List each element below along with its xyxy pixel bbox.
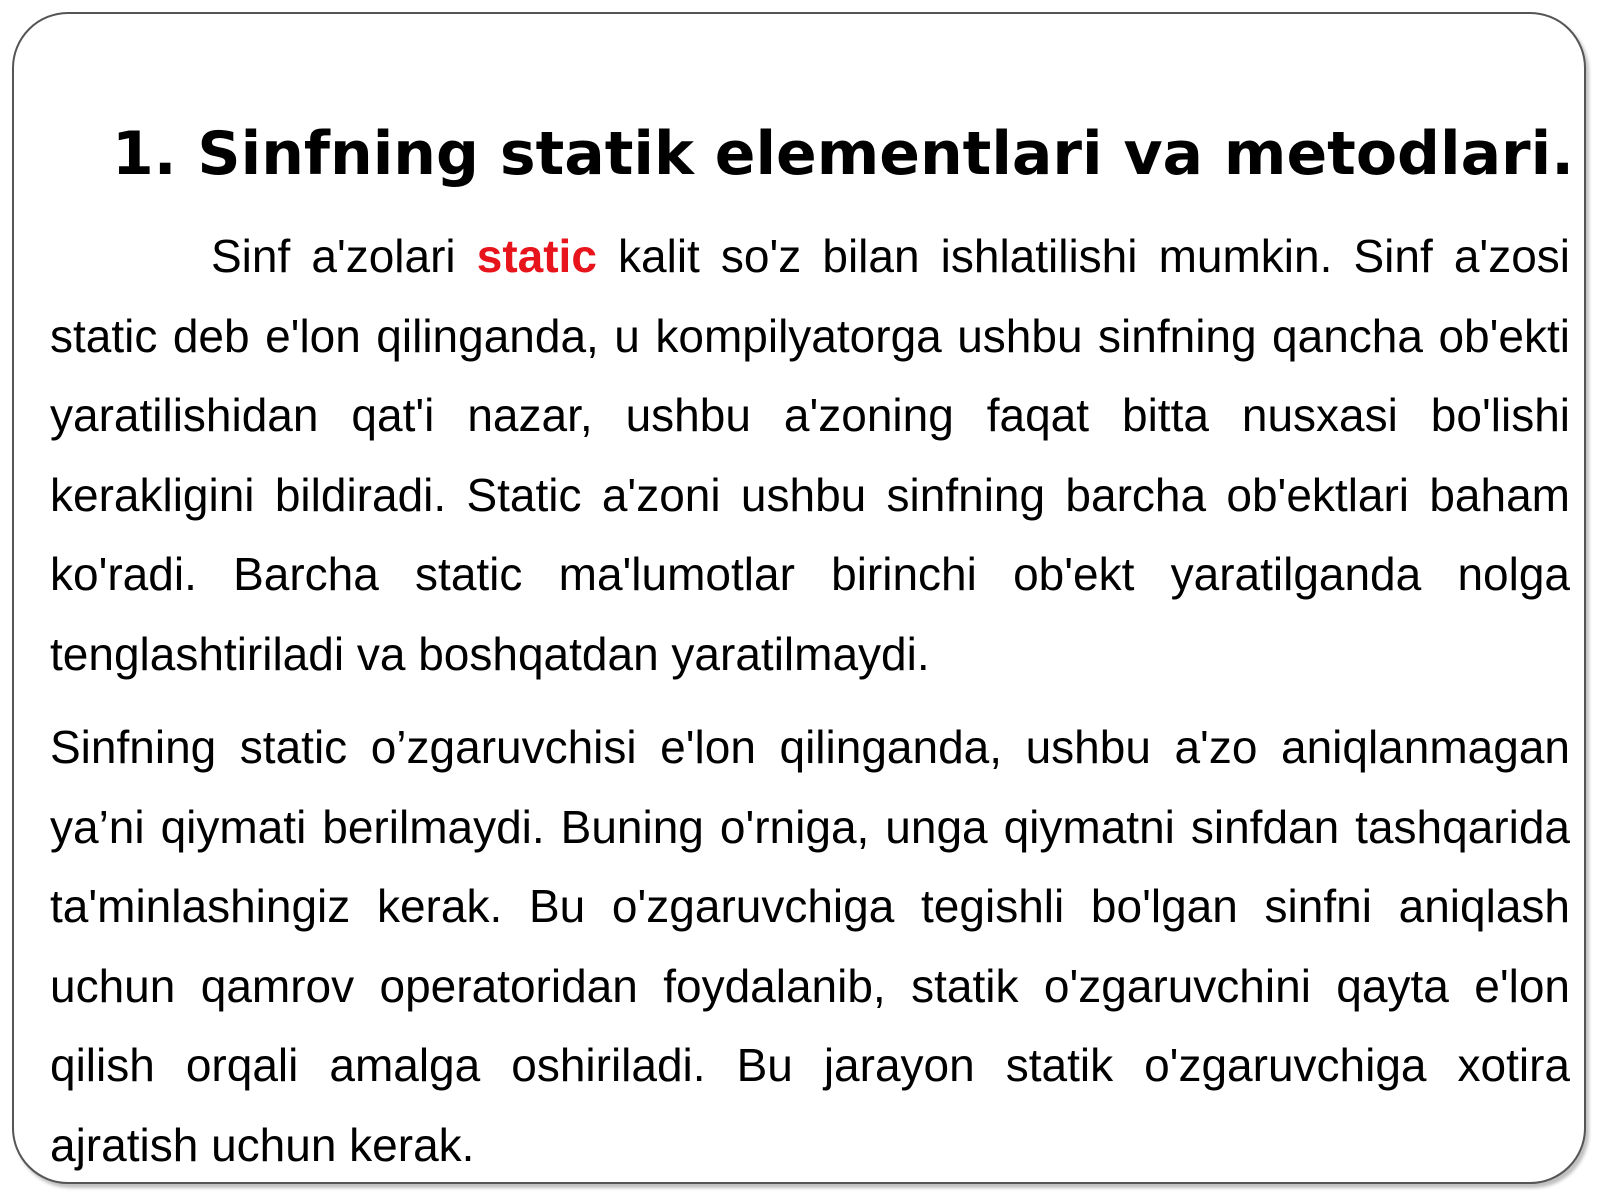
paragraph-1-intro: Sinf a'zolari <box>211 230 477 282</box>
slide <box>12 12 1586 1184</box>
paragraph-1 <box>50 217 1570 694</box>
paragraph-1-rest: kalit so'z bilan ishlatilishi mumkin. Sinf a'zosi static deb e'lon qilinganda, u kompilyatorga ushbu sinfning qancha ob'ekti yaratilishidan qat'i nazar, ushbu a'zoning faqat bitta nusxasi bo'lishi kerakligini bildiradi. Static a'zoni ushbu sinfning barcha ob'ektlari baham ko'radi. Barcha static ma'lumotlar birinchi ob'ekt yaratilganda nolga tenglashtiriladi va boshqatdan yaratilmaydi. <box>50 230 1570 680</box>
static-keyword: static <box>476 230 597 282</box>
paragraph-2: Sinfning static o’zgaruvchisi e'lon qilinganda, ushbu a'zo aniqlanmagan ya’ni qiymati berilmaydi. Buning o'rniga, unga qiymatni sinfdan tashqarida ta'minlashingiz kerak. Bu o'zgaruvchiga tegishli bo'lgan sinfni aniqlash uchun qamrov operatoridan foydalanib, statik o'zgaruvchini qayta e'lon qilish orqali amalga oshiriladi. Bu jarayon statik o'zgaruvchiga xotira ajratish uchun kerak. <box>50 721 1570 1171</box>
slide-title: 1. Sinfning statik elementlari va metodlari. <box>112 119 1575 189</box>
